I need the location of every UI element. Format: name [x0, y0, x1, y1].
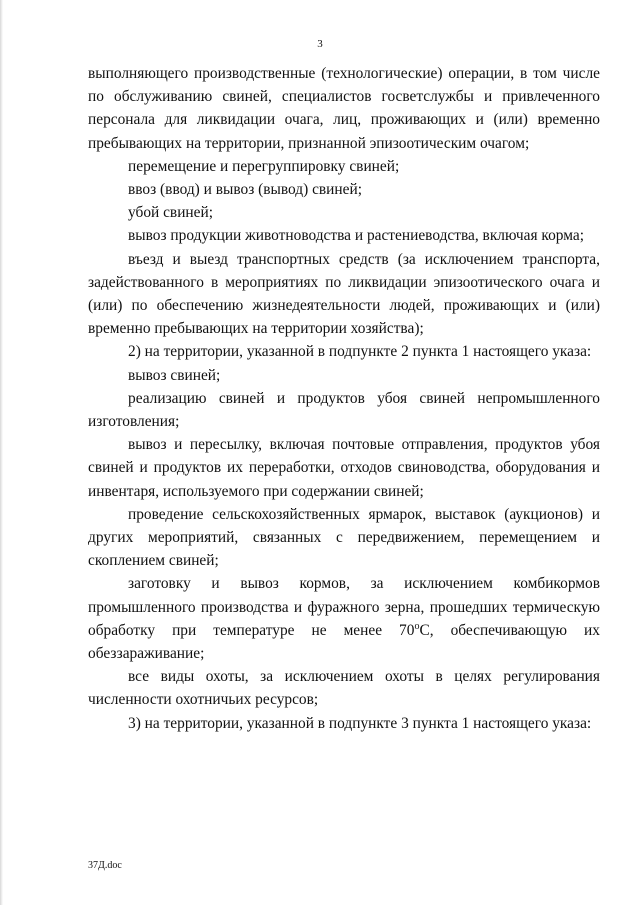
- degree-superscript: o: [414, 620, 420, 632]
- feed-procurement-text: заготовку и вывоз кормов, за исключением комбикормов промышленного производства и фуражного зерна, прошедших термическую обработку при температуре не менее 70: [88, 575, 600, 639]
- page-number: 3: [317, 38, 323, 50]
- list-item-shipping: вывоз и пересылку, включая почтовые отправления, продуктов убоя свиней и продуктов их переработки, отходов свиноводства, оборудования и инвентаря, используемого при содержании свиней;: [88, 436, 600, 500]
- list-item-fairs: проведение сельскохозяйственных ярмарок, выставок (аукционов) и других мероприятий, связанных с передвижением, перемещением и скоплением свиней;: [88, 505, 600, 570]
- subclause-2-heading: 2) на территории, указанной в подпункте 2 пункта 1 настоящего указа:: [128, 343, 592, 361]
- list-item-relocation: перемещение и перегруппировку свиней;: [128, 157, 400, 175]
- footer-filename: 37Д.doc: [88, 860, 122, 871]
- document-body: [88, 62, 600, 735]
- list-item-feed-procurement: [88, 572, 600, 665]
- subclause-3-heading: 3) на территории, указанной в подпункте 3 пункта 1 настоящего указа:: [128, 714, 592, 732]
- list-item-products-export: вывоз продукции животноводства и растениеводства, включая корма;: [128, 227, 584, 245]
- list-item-import-export: ввоз (ввод) и вывоз (вывод) свиней;: [128, 181, 362, 199]
- paragraph-continuation: выполняющего производственные (технологические) операции, в том числе по обслуживанию свиней, специалистов госветслужбы и привлеченного персонала для ликвидации очага, лиц, проживающих и (или) временно пребывающих на территории, признанной эпизоотическим очагом;: [88, 65, 600, 152]
- feed-procurement-suffix: С, обеспечивающую их обеззараживание;: [88, 621, 600, 663]
- list-item-vehicles: въезд и выезд транспортных средств (за исключением транспорта, задействованного в мероприятиях по ликвидации эпизоотического очага и (или) по обеспечению жизнедеятельности людей, проживающих и (или) временно пребывающих на территории хозяйства);: [88, 250, 600, 338]
- list-item-hunting: все виды охоты, за исключением охоты в целях регулирования численности охотничьих ресурсов;: [88, 668, 600, 709]
- scan-edge: [0, 0, 3, 905]
- list-item-sales: реализацию свиней и продуктов убоя свиней непромышленного изготовления;: [88, 389, 600, 431]
- list-item-slaughter: убой свиней;: [128, 204, 214, 222]
- list-item-pig-export: вывоз свиней;: [128, 366, 221, 384]
